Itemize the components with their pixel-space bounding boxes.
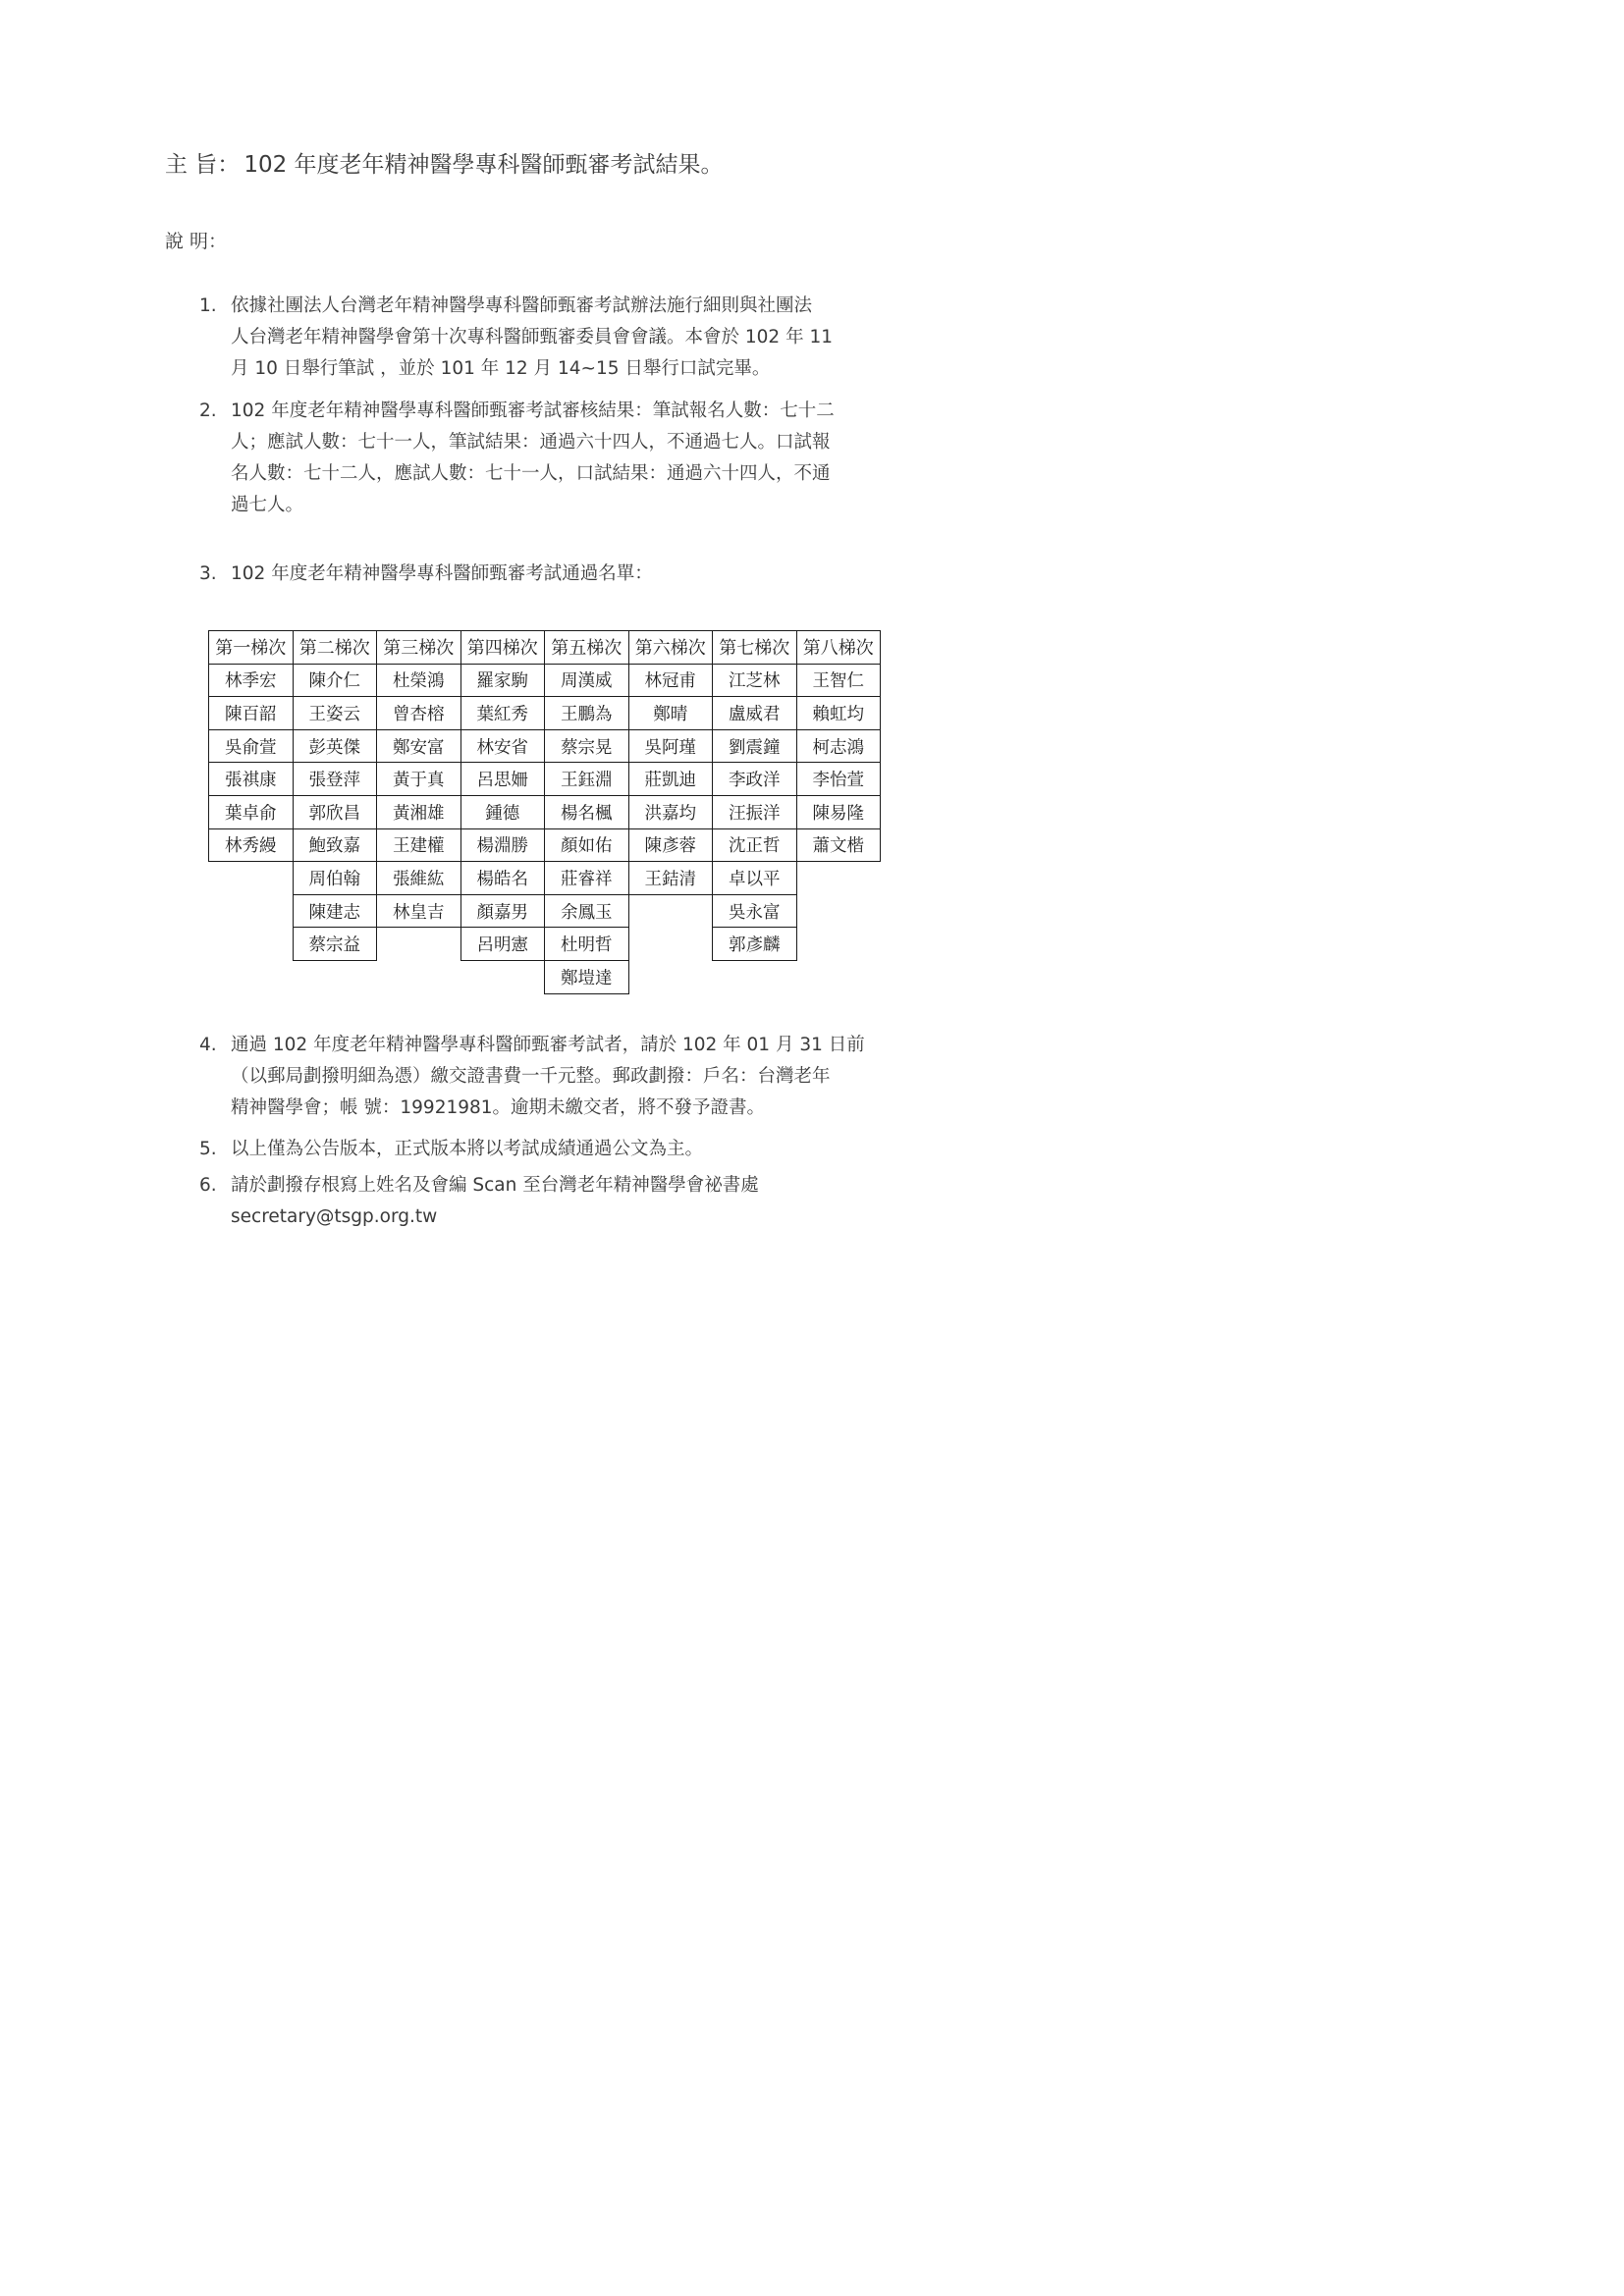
table-column	[461, 631, 546, 961]
item-number: 4.	[199, 1035, 217, 1055]
item-line: 102 年度老年精神醫學專科醫師甄審考試審核結果：筆試報名人數：七十二	[231, 400, 835, 421]
item-line: 月 10 日舉行筆試 ，並於 101 年 12 月 14~15 日舉行口試完畢。	[231, 358, 771, 379]
table-header-cell: 第三梯次	[376, 630, 461, 665]
table-name-cell: 楊淵勝	[460, 828, 546, 863]
explanation-label: 說 明：	[165, 231, 228, 252]
table-column	[545, 631, 629, 994]
item-line: 請於劃撥存根寫上姓名及會編 Scan 至台灣老年精神醫學會祕書處	[231, 1175, 759, 1196]
table-name-cell: 陳建志	[293, 894, 378, 929]
item-line: 精神醫學會；帳 號：19921981。逾期未繳交者，將不發予證書。	[231, 1097, 766, 1118]
table-name-cell: 吳永富	[712, 894, 797, 929]
subject-line	[165, 149, 724, 181]
table-name-cell: 鄭安富	[376, 729, 461, 764]
table-name-cell: 王鈺淵	[544, 762, 629, 796]
table-name-cell: 莊睿祥	[544, 861, 629, 895]
item-number: 3.	[199, 563, 217, 584]
item-number: 2.	[199, 400, 217, 421]
contact-email[interactable]: secretary@tsgp.org.tw	[231, 1206, 438, 1227]
table-name-cell: 張登萍	[293, 762, 378, 796]
table-name-cell: 郭欣昌	[293, 795, 378, 829]
table-name-cell: 陳易隆	[796, 795, 882, 829]
table-name-cell: 柯志鴻	[796, 729, 882, 764]
table-header-cell: 第六梯次	[628, 630, 714, 665]
table-name-cell: 王姿云	[293, 696, 378, 730]
table-name-cell: 余鳳玉	[544, 894, 629, 929]
item-number: 6.	[199, 1175, 217, 1196]
table-name-cell: 沈正哲	[712, 828, 797, 863]
table-name-cell: 莊凱迪	[628, 762, 714, 796]
table-name-cell: 江芝林	[712, 664, 797, 698]
table-name-cell: 呂明憲	[460, 927, 546, 961]
table-name-cell: 葉紅秀	[460, 696, 546, 730]
table-name-cell: 黃湘雄	[376, 795, 461, 829]
table-name-cell: 周伯翰	[293, 861, 378, 895]
table-name-cell: 葉卓俞	[208, 795, 294, 829]
table-header-cell: 第八梯次	[796, 630, 882, 665]
table-name-cell: 劉震鐘	[712, 729, 797, 764]
table-name-cell: 鮑致嘉	[293, 828, 378, 863]
table-column	[629, 631, 714, 895]
table-name-cell: 林皇吉	[376, 894, 461, 929]
item-line: 依據社團法人台灣老年精神醫學專科醫師甄審考試辦法施行細則與社團法	[231, 295, 813, 316]
list-item-1	[199, 291, 931, 385]
table-name-cell: 王鵬為	[544, 696, 629, 730]
item-line: 過七人。	[231, 495, 304, 515]
table-name-cell: 張維紘	[376, 861, 461, 895]
table-name-cell: 洪嘉均	[628, 795, 714, 829]
table-name-cell: 賴虹均	[796, 696, 882, 730]
table-name-cell: 陳百韶	[208, 696, 294, 730]
table-column	[713, 631, 797, 961]
list-item-4	[199, 1030, 931, 1124]
table-name-cell: 楊皓名	[460, 861, 546, 895]
table-name-cell: 王銡清	[628, 861, 714, 895]
table-column	[797, 631, 882, 862]
table-name-cell: 陳介仁	[293, 664, 378, 698]
table-name-cell: 陳彥蓉	[628, 828, 714, 863]
table-name-cell: 卓以平	[712, 861, 797, 895]
table-name-cell: 楊名楓	[544, 795, 629, 829]
table-name-cell: 鍾德	[460, 795, 546, 829]
item-line: 名人數：七十二人，應試人數：七十一人，口試結果：通過六十四人，不通	[231, 463, 831, 484]
table-column	[209, 631, 294, 862]
table-name-cell: 李政洋	[712, 762, 797, 796]
subject-text: 102 年度老年精神醫學專科醫師甄審考試結果。	[244, 152, 724, 178]
item-number: 1.	[199, 295, 217, 316]
list-item-3	[199, 559, 931, 590]
table-name-cell: 羅家駒	[460, 664, 546, 698]
table-name-cell: 曾杏榕	[376, 696, 461, 730]
table-name-cell: 呂思姍	[460, 762, 546, 796]
item-line: 人；應試人數：七十一人，筆試結果：通過六十四人，不通過七人。口試報	[231, 432, 831, 453]
item-line: （以郵局劃撥明細為憑）繳交證書費一千元整。郵政劃撥：戶名：台灣老年	[231, 1066, 831, 1087]
table-name-cell: 王智仁	[796, 664, 882, 698]
item-line: 以上僅為公告版本，正式版本將以考試成績通過公文為主。	[231, 1139, 704, 1159]
table-name-cell: 鄭晴	[628, 696, 714, 730]
table-name-cell: 顏嘉男	[460, 894, 546, 929]
table-name-cell: 杜明哲	[544, 927, 629, 961]
table-name-cell: 王建權	[376, 828, 461, 863]
table-header-cell: 第七梯次	[712, 630, 797, 665]
table-header-cell: 第二梯次	[293, 630, 378, 665]
table-name-cell: 林季宏	[208, 664, 294, 698]
list-item-5	[199, 1134, 931, 1165]
item-line: 102 年度老年精神醫學專科醫師甄審考試通過名單：	[231, 563, 653, 584]
table-header-cell: 第一梯次	[208, 630, 294, 665]
table-name-cell: 汪振洋	[712, 795, 797, 829]
table-name-cell: 蕭文楷	[796, 828, 882, 863]
table-name-cell: 鄭塏達	[544, 960, 629, 994]
table-header-cell: 第五梯次	[544, 630, 629, 665]
table-name-cell: 蔡宗益	[293, 927, 378, 961]
item-line: 人台灣老年精神醫學會第十次專科醫師甄審委員會會議。本會於 102 年 11	[231, 327, 833, 347]
table-name-cell: 林秀縵	[208, 828, 294, 863]
item-number: 5.	[199, 1139, 217, 1159]
table-name-cell: 顏如佑	[544, 828, 629, 863]
list-item-6	[199, 1170, 931, 1233]
table-name-cell: 黃于真	[376, 762, 461, 796]
table-name-cell: 林冠甫	[628, 664, 714, 698]
table-column	[377, 631, 461, 928]
table-header-cell: 第四梯次	[460, 630, 546, 665]
list-item-2	[199, 396, 931, 521]
subject-label: 主 旨：	[165, 152, 241, 178]
item-line: 通過 102 年度老年精神醫學專科醫師甄審考試者，請於 102 年 01 月 31 日前	[231, 1035, 865, 1055]
table-name-cell: 張祺康	[208, 762, 294, 796]
table-name-cell: 盧威君	[712, 696, 797, 730]
table-name-cell: 周漢威	[544, 664, 629, 698]
table-name-cell: 林安省	[460, 729, 546, 764]
table-name-cell: 吳俞萱	[208, 729, 294, 764]
table-name-cell: 杜榮鴻	[376, 664, 461, 698]
table-name-cell: 郭彥麟	[712, 927, 797, 961]
table-column	[294, 631, 378, 961]
table-name-cell: 彭英傑	[293, 729, 378, 764]
pass-list-table	[209, 631, 881, 994]
table-name-cell: 李怡萱	[796, 762, 882, 796]
table-name-cell: 蔡宗晃	[544, 729, 629, 764]
table-name-cell: 吳阿瑾	[628, 729, 714, 764]
